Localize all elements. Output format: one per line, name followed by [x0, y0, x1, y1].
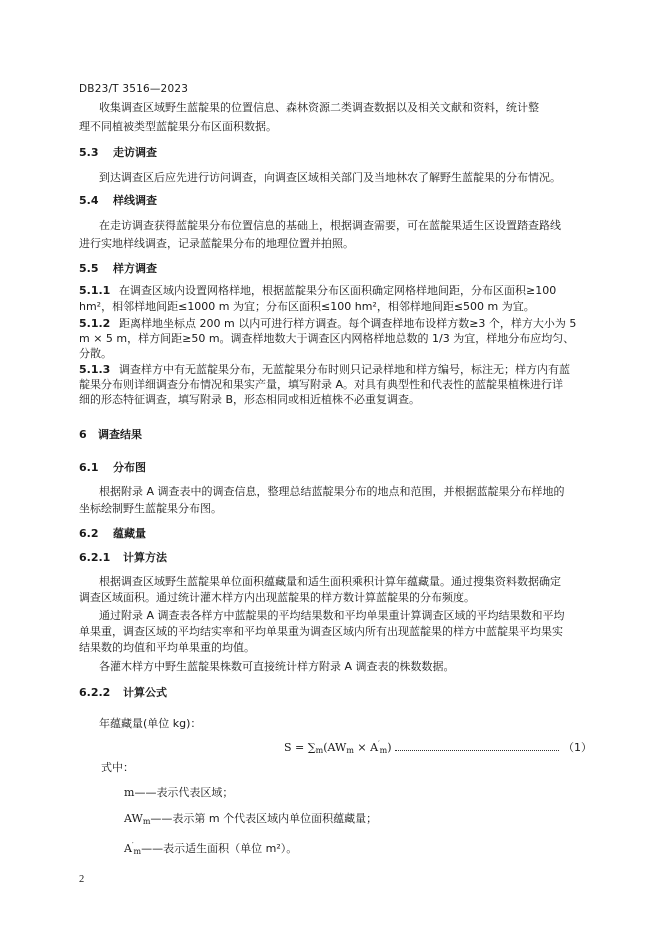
formula-prime: ′	[378, 740, 380, 748]
paragraph-line: 根据附录 A 调查表中的调查信息，整理总结蓝靛果分布的地点和范围，并根据蓝靛果分布样地的	[99, 485, 565, 498]
paragraph-line: 结果数的均值和平均单果重的均值。	[79, 641, 255, 654]
section-number: 6.1	[79, 461, 99, 474]
variable-subscript: m	[142, 817, 151, 826]
formula-number: （1）	[563, 741, 592, 754]
section-heading-6-2-1	[79, 550, 167, 565]
where-label: 式中：	[101, 761, 134, 774]
variable-m	[124, 785, 233, 800]
paragraph-line: 理不同植被类型蓝靛果分布区面积数据。	[79, 120, 277, 133]
section-number: 5.4	[79, 194, 99, 207]
variable-symbol: m	[124, 786, 135, 799]
variable-symbol: AW	[124, 812, 143, 825]
section-heading-6-2-2	[79, 685, 167, 700]
page-number: 2	[79, 874, 85, 885]
section-heading-5-4	[79, 193, 157, 208]
section-heading-5-3	[79, 145, 157, 160]
section-title: 计算公式	[123, 686, 167, 699]
variable-symbol: A	[124, 842, 132, 855]
clause-5-1-2	[79, 316, 576, 331]
variable-subscript: m	[133, 847, 142, 856]
formula-aw: (AW	[323, 741, 347, 754]
section-heading-6-2	[79, 526, 146, 541]
section-number: 6.2.1	[79, 551, 111, 564]
variable-aw	[124, 811, 377, 829]
paragraph-line: 进行实地样线调查，记录蓝靛果分布的地理位置并拍照。	[79, 237, 354, 250]
section-number: 6	[79, 428, 87, 441]
formula-leader-dots	[395, 750, 559, 751]
paragraph-line: 通过附录 A 调查表各样方中蓝靛果的平均结果数和平均单果重计算调查区域的平均结果数和平均	[99, 609, 565, 622]
section-title: 样方调查	[113, 262, 157, 275]
formula-sum-subscript: m	[315, 746, 324, 755]
paragraph-line: hm²，相邻样地间距≤1000 m 为宜；分布区面积≤100 hm²，相邻样地间距≤500 m 为宜。	[79, 300, 535, 313]
paragraph-line: 坐标绘制野生蓝靛果分布图。	[79, 502, 222, 515]
standard-code: DB23/T 3516—2023	[79, 83, 189, 95]
clause-text: 调查样方中有无蓝靛果分布，无蓝靛果分布时则只记录样地和样方编号，标注无；样方内有蓝	[119, 363, 570, 376]
clause-label: 5.1.1	[79, 284, 111, 297]
formula-lhs: S = ∑	[284, 741, 316, 754]
clause-text: 距离样地坐标点 200 m 以内可进行样方调查。每个调查样地布设样方数≥3 个，样方大小为 5	[119, 317, 577, 330]
variable-a-prime	[124, 838, 297, 859]
paragraph-line: 到达调查区后应先进行访问调查，向调查区域相关部门及当地林农了解野生蓝靛果的分布情况。	[99, 171, 561, 184]
section-title: 样线调查	[113, 194, 157, 207]
section-heading-6	[79, 427, 142, 442]
formula-1	[284, 737, 592, 755]
section-number: 5.3	[79, 146, 99, 159]
paragraph-line: 在走访调查获得蓝靛果分布位置信息的基础上，根据调查需要，可在蓝靛果适生区设置踏查路线	[99, 219, 561, 232]
section-heading-5-5	[79, 261, 157, 276]
clause-label: 5.1.3	[79, 363, 111, 376]
variable-description: ——表示第 m 个代表区域内单位面积蕴藏量；	[150, 812, 378, 825]
section-title: 蕴藏量	[113, 527, 146, 540]
section-title: 计算方法	[123, 551, 167, 564]
section-number: 5.5	[79, 262, 99, 275]
formula-intro: 年蕴藏量(单位 kg)：	[99, 717, 202, 730]
formula-close: )	[387, 741, 392, 754]
formula-times-a: × A	[353, 741, 379, 754]
formula-a-subscript: m	[379, 746, 388, 755]
section-title: 走访调查	[113, 146, 157, 159]
variable-description: ——表示代表区域；	[134, 786, 234, 799]
formula-aw-subscript: m	[346, 746, 354, 755]
clause-5-1-1	[79, 283, 556, 298]
paragraph-line: 单果重，调查区域的平均结实率和平均单果重为调查区域内所有出现蓝靛果的样方中蓝靛果平均果实	[79, 625, 563, 638]
section-title: 分布图	[113, 461, 146, 474]
paragraph-line: m × 5 m，样方间距≥50 m。调查样地数大于调查区内网格样地总数的 1/3 为宜，样地分布应均匀、	[79, 332, 575, 345]
clause-label: 5.1.2	[79, 317, 111, 330]
paragraph-line: 收集调查区域野生蓝靛果的位置信息、森林资源二类调查数据以及相关文献和资料，统计整	[99, 101, 539, 114]
paragraph-line: 分散。	[79, 347, 112, 360]
paragraph-line: 调查区域面积。通过统计灌木样方内出现蓝靛果的样方数计算蓝靛果的分布频度。	[79, 591, 475, 604]
clause-text: 在调查区域内设置网格样地，根据蓝靛果分布区面积确定网格样地间距，分布区面积≥100	[119, 284, 557, 297]
paragraph-line: 各灌木样方中野生蓝靛果株数可直接统计样方附录 A 调查表的株数数据。	[99, 660, 455, 673]
paragraph-line: 细的形态特征调查，填写附录 B，形态相同或相近植株不必重复调查。	[79, 393, 421, 406]
formula-expression	[284, 737, 392, 758]
section-heading-6-1	[79, 460, 146, 475]
clause-5-1-3	[79, 362, 570, 377]
variable-description: ——表示适生面积（单位 m²）。	[141, 842, 298, 855]
section-number: 6.2.2	[79, 686, 111, 699]
section-title: 调查结果	[98, 428, 142, 441]
variable-prime: ′	[131, 841, 134, 849]
paragraph-line: 根据调查区域野生蓝靛果单位面积蕴藏量和适生面积乘积计算年蕴藏量。通过搜集资料数据确定	[99, 575, 561, 588]
paragraph-line: 靛果分布则详细调查分布情况和果实产量，填写附录 A。对具有典型性和代表性的蓝靛果植株进行详	[79, 378, 564, 391]
section-number: 6.2	[79, 527, 99, 540]
